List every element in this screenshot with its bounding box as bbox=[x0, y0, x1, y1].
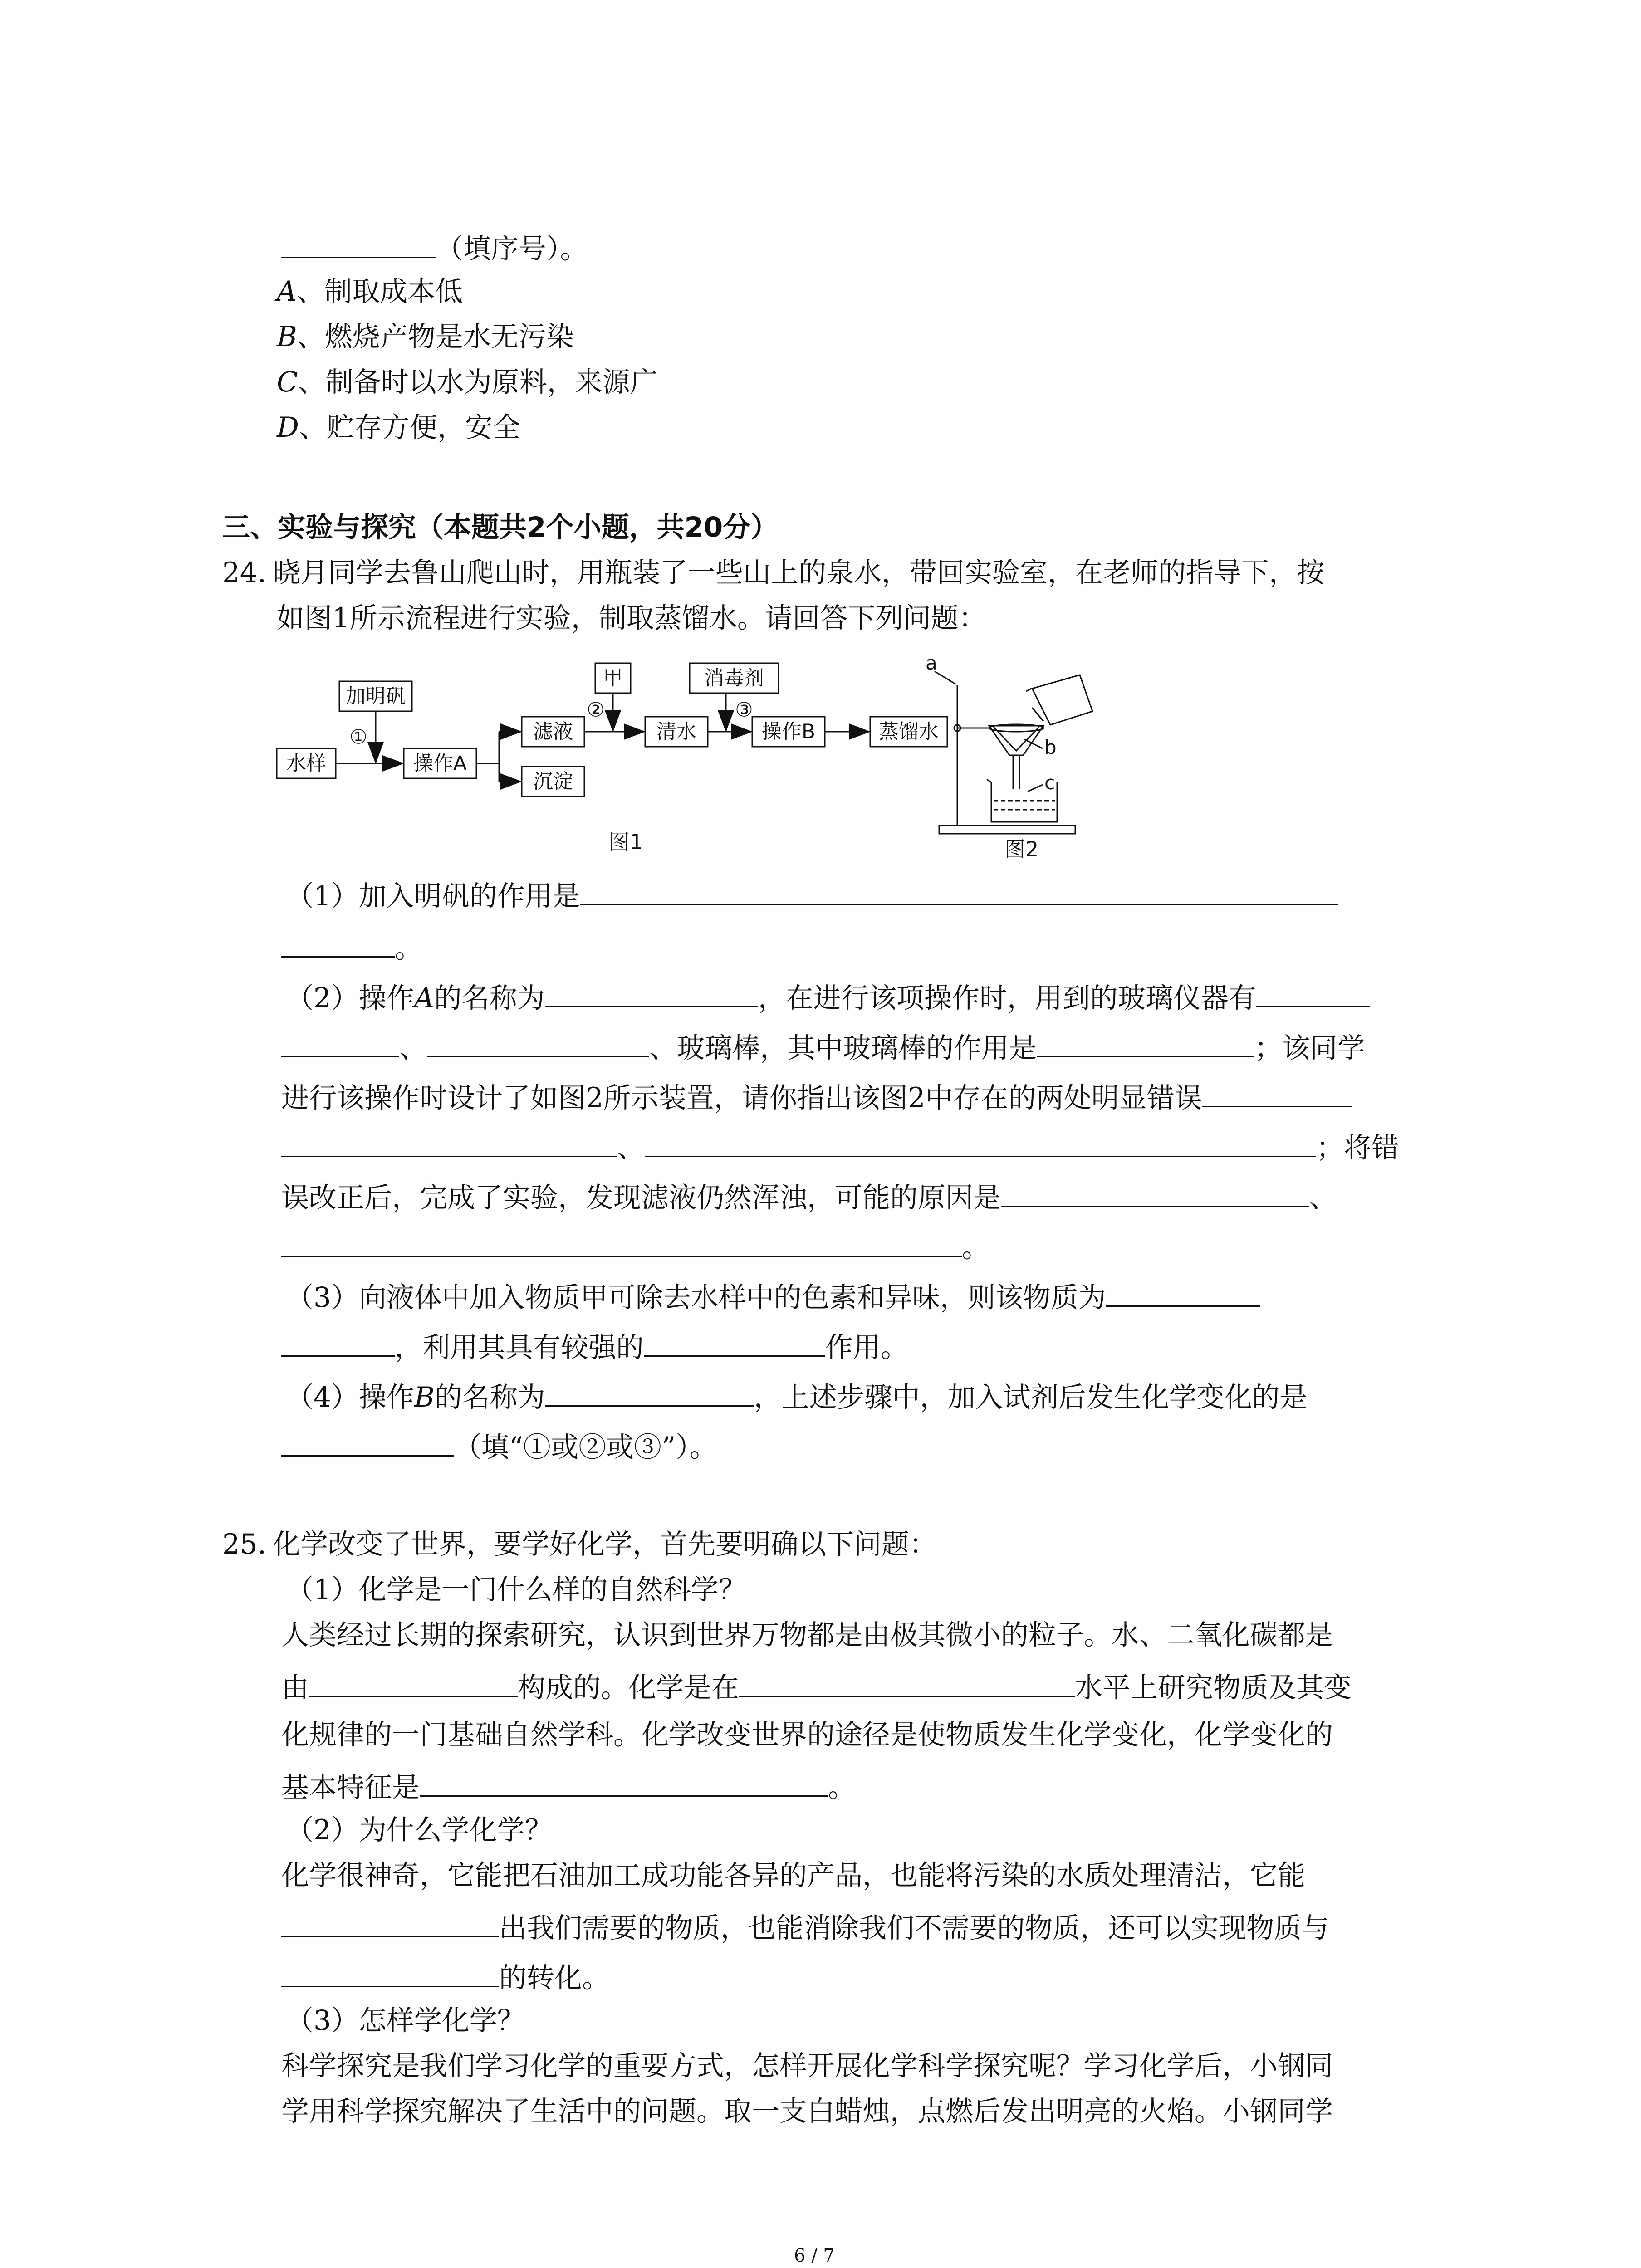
q24-part2-line6: 。 bbox=[281, 1229, 989, 1264]
q25-s1-line3: 化规律的一门基础自然学科。化学改变世界的途径是使物质发生化学变化，化学变化的 bbox=[281, 1719, 1333, 1751]
answer-blank[interactable] bbox=[1256, 980, 1370, 1007]
answer-blank[interactable] bbox=[309, 1669, 518, 1697]
label-sediment: 沉淀 bbox=[533, 770, 573, 793]
q24-part2-line1: （2）操作A的名称为 ，在进行该项操作时，用到的玻璃仪器有 bbox=[286, 980, 1370, 1014]
label-add-alum: 加明矾 bbox=[346, 684, 406, 708]
q23-option-c: C、制备时以水为原料，来源广 bbox=[277, 366, 658, 398]
q24-part3-line2: ，利用其具有较强的 作用。 bbox=[281, 1329, 908, 1364]
q25-s1-title: （1）化学是一门什么样的自然科学？ bbox=[286, 1574, 746, 1606]
answer-blank[interactable] bbox=[281, 1960, 499, 1987]
answer-blank[interactable] bbox=[281, 230, 436, 258]
question-number: 25. bbox=[222, 1528, 267, 1560]
label-circle3: ③ bbox=[735, 698, 753, 722]
label-b: b bbox=[1044, 736, 1057, 758]
section-title: 三、实验与探究（本题共2个小题，共20分） bbox=[222, 511, 779, 543]
answer-blank[interactable] bbox=[281, 1129, 617, 1157]
question-number: 24. bbox=[222, 557, 267, 589]
answer-blank[interactable] bbox=[281, 1429, 454, 1457]
q25-s1-line2: 由 构成的。化学是在 水平上研究物质及其变 bbox=[281, 1669, 1352, 1704]
answer-blank[interactable] bbox=[281, 1329, 395, 1357]
answer-blank[interactable] bbox=[545, 1379, 754, 1407]
q24-part1-line2: 。 bbox=[281, 930, 422, 964]
q25-s2-line1: 化学很神奇，它能把石油加工成功能各异的产品，也能将污染的水质处理清洁，它能 bbox=[281, 1859, 1306, 1892]
q25-s2-line3: 的转化。 bbox=[281, 1960, 610, 1994]
label-filtrate: 滤液 bbox=[533, 720, 573, 743]
label-circle1: ① bbox=[349, 725, 367, 749]
q24-part4-line1: （4）操作B的名称为 ，上述步骤中，加入试剂后发生化学变化的是 bbox=[286, 1379, 1308, 1413]
figure-2-caption: 图2 bbox=[1004, 837, 1039, 861]
pouring-beaker bbox=[1032, 675, 1092, 725]
answer-blank[interactable] bbox=[1106, 1279, 1260, 1307]
label-operation-b: 操作B bbox=[761, 720, 816, 743]
answer-blank[interactable] bbox=[420, 1769, 828, 1797]
q24-part2-line3: 进行该操作时设计了如图2所示装置，请你指出该图2中存在的两处明显错误 bbox=[281, 1080, 1352, 1114]
answer-blank[interactable] bbox=[1001, 1179, 1309, 1207]
label-a: a bbox=[926, 653, 937, 674]
label-circle2: ② bbox=[587, 698, 605, 722]
answer-blank[interactable] bbox=[1202, 1080, 1352, 1107]
q24-part2-line4: 、 ；将错 bbox=[281, 1129, 1399, 1164]
q24-part3-line1: （3）向液体中加入物质甲可除去水样中的色素和异味，则该物质为 bbox=[286, 1279, 1260, 1314]
label-c: c bbox=[1044, 772, 1055, 794]
page-number: 6 / 7 bbox=[794, 2245, 835, 2266]
q25-s2-title: （2）为什么学化学？ bbox=[286, 1814, 553, 1846]
answer-blank[interactable] bbox=[1037, 1030, 1254, 1057]
answer-blank[interactable] bbox=[580, 878, 1338, 905]
q25-stem: 25. 化学改变了世界，要学好化学，首先要明确以下问题： bbox=[222, 1528, 937, 1560]
q25-s2-line2: 出我们需要的物质，也能消除我们不需要的物质，还可以实现物质与 bbox=[281, 1910, 1329, 1944]
label-operation-a: 操作A bbox=[413, 752, 467, 775]
q23-option-a: A、制取成本低 bbox=[277, 275, 463, 308]
q24-part2-line2: 、 、玻璃棒，其中玻璃棒的作用是 ；该同学 bbox=[281, 1030, 1365, 1064]
q24-stem-line2: 如图1所示流程进行实验，制取蒸馏水。请回答下列问题： bbox=[277, 602, 986, 634]
q24-part2-line5: 误改正后，完成了实验，发现滤液仍然浑浊，可能的原因是 、 bbox=[281, 1179, 1337, 1214]
answer-blank[interactable] bbox=[644, 1329, 825, 1357]
q23-option-d: D、贮存方便，安全 bbox=[277, 411, 520, 444]
label-clear-water: 清水 bbox=[656, 720, 696, 743]
answer-blank[interactable] bbox=[427, 1030, 649, 1057]
label-distilled: 蒸馏水 bbox=[879, 720, 939, 743]
answer-blank[interactable] bbox=[281, 1229, 962, 1257]
q23-option-b: B、燃烧产物是水无污染 bbox=[277, 321, 574, 353]
q23-fill-line: （填序号）。 bbox=[281, 230, 588, 265]
q25-s1-line4: 基本特征是 。 bbox=[281, 1769, 856, 1804]
q25-s3-line1: 科学探究是我们学习化学的重要方式，怎样开展化学科学探究呢？学习化学后，小钢同 bbox=[281, 2050, 1333, 2082]
q24-part1-line1: （1）加入明矾的作用是 bbox=[286, 878, 1338, 912]
figure-2-apparatus bbox=[926, 653, 1116, 844]
label-disinfectant: 消毒剂 bbox=[704, 666, 764, 690]
answer-blank[interactable] bbox=[281, 1030, 399, 1057]
answer-blank[interactable] bbox=[281, 1910, 499, 1937]
q25-s3-line2: 学用科学探究解决了生活中的问题。取一支白蜡烛，点燃后发出明亮的火焰。小钢同学 bbox=[281, 2095, 1333, 2127]
q25-s3-title: （3）怎样学化学？ bbox=[286, 2004, 525, 2037]
q24-stem-line1: 24. 晓月同学去鲁山爬山时，用瓶装了一些山上的泉水，带回实验室，在老师的指导下，按 bbox=[222, 557, 1325, 589]
answer-blank[interactable] bbox=[545, 980, 758, 1007]
answer-blank[interactable] bbox=[739, 1669, 1075, 1697]
label-jia: 甲 bbox=[603, 666, 623, 690]
answer-blank[interactable] bbox=[645, 1129, 1316, 1157]
q25-s1-line1: 人类经过长期的探索研究，认识到世界万物都是由极其微小的粒子。水、二氧化碳都是 bbox=[281, 1619, 1333, 1651]
figure-1-caption: 图1 bbox=[609, 830, 643, 854]
label-water-sample: 水样 bbox=[286, 752, 326, 775]
q24-part4-line2: （填“①或②或③”）。 bbox=[281, 1429, 717, 1463]
answer-blank[interactable] bbox=[281, 930, 395, 958]
